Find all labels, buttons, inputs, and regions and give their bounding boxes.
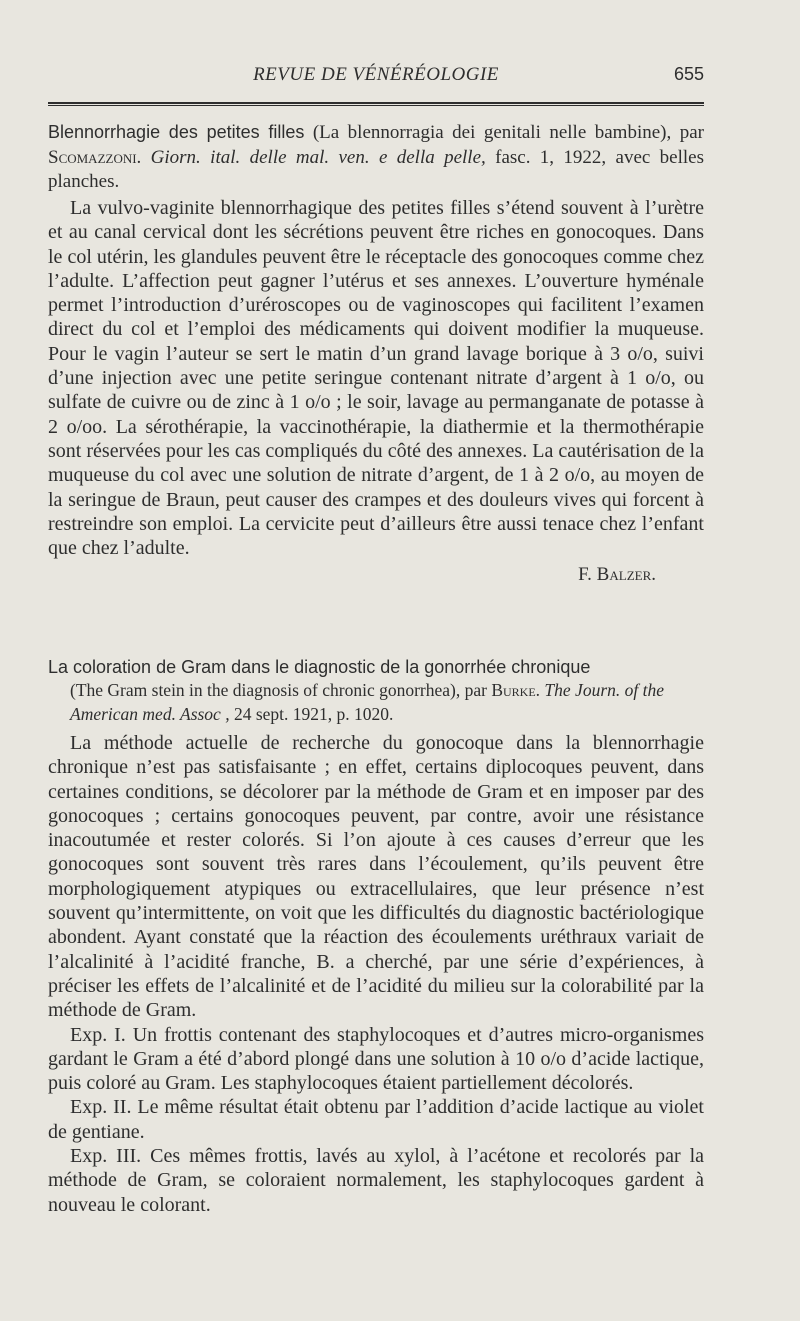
article-1-ref-close: fasc. 1, 1922, avec belles planches. bbox=[48, 146, 704, 192]
article-1-journal: Giorn. ital. delle mal. ven. e della pelle, bbox=[141, 146, 486, 168]
article-1-reference bbox=[48, 120, 704, 195]
article-2-paragraph: La méthode actuelle de recherche du gonocoque dans la blennorrhagie chronique n’est pas satisfaisante ; en effet, certains diplocoques peuvent, dans certaines conditions, se décolorer par la méthode de Gram et en imposer par des gonocoques ; certains gonocoques peuvent, par contre, avoir une résistance inacoutumée et rester colorés. Si l’on ajoute à ces causes d’erreur que les gonocoques sont souvent très rares dans l’écoulement, qu’ils peuvent être morphologiquement atypiques ou extracellulaires, que leur présence n’est souvent qu’intermittente, on voit que les difficultés du diagnostic bactériologique abondent. Ayant constaté que la réaction des écoulements uréthraux variait de l’alcalinité à l’acidité franche, B. a cherché, par une série d’expériences, à préciser les effets de l’alcalinité et de l’acidité du milieu sur la colorabilité par la méthode de Gram. bbox=[48, 732, 704, 1022]
article-2-paragraph: Exp. I. Un frottis contenant des staphylocoques et d’autres micro-organismes gardant le Gram a été d’abord plongé dans une solution à 10 o/o d’acide lactique, puis coloré au Gram. Les staphylocoques étaient partiellement décolorés. bbox=[48, 1023, 704, 1095]
article-2-journal: The Journ. of the American med. Assoc , bbox=[70, 680, 664, 724]
article-1-author: Scomazzoni. bbox=[48, 146, 142, 168]
article-2-author: Burke. bbox=[491, 680, 541, 700]
article-2-ref-open: (The Gram stein in the diagnosis of chronic gonorrhea), par bbox=[70, 680, 492, 700]
journal-title: REVUE DE VÉNÉRÉOLOGIE bbox=[253, 64, 499, 85]
page-number: 655 bbox=[673, 64, 704, 84]
article-2-paragraph: Exp. III. Ces mêmes frottis, lavés au xylol, à l’acétone et recolorés par la méthode de Gram, se coloraient normalement, les staphylocoques gardent à nouveau le colorant. bbox=[48, 1145, 704, 1216]
article-1-signature: F. Balzer. bbox=[578, 564, 656, 586]
running-head bbox=[48, 62, 704, 92]
article-2-title: La coloration de Gram dans le diagnostic de la gonorrhée chronique bbox=[48, 657, 591, 677]
article-2-paragraph: Exp. II. Le même résultat était obtenu par l’addition d’acide lactique au violet de gentiane. bbox=[48, 1096, 704, 1143]
article-2-heading bbox=[48, 655, 704, 726]
article-2-ref-close: 24 sept. 1921, p. 1020. bbox=[229, 703, 394, 724]
article-1-body bbox=[48, 196, 704, 586]
article-2-body bbox=[48, 731, 704, 1217]
article-1-paragraph: La vulvo-vaginite blennorrhagique des petites filles s’étend souvent à l’urètre et au canal cervical dont les sécrétions peuvent être riches en gonocoques. Dans le col utérin, les glandules peuvent être le réceptacle des gonocoques comme chez l’adulte. L’affection peut gagner l’utérus et ses annexes. L’ouverture hyménale permet l’introduction d’uréroscopes ou de vaginoscopes qui facilitent l’examen direct du col et l’emploi des médicaments qui doivent modifier la muqueuse. Pour le vagin l’auteur se sert le matin d’un grand lavage borique à 3 o/o, suivi d’une injection avec une petite seringue contenant nitrate d’argent à 1 o/o, ou sulfate de cuivre ou de zinc à 1 o/o ; le soir, lavage au permanganate de potasse à 2 o/oo. La sérothérapie, la vaccinothérapie, la diathermie et la thermothérapie sont réservées pour les cas compliqués du côté des annexes. La cautérisation de la muqueuse du col avec une solution de nitrate d’argent, de 1 à 2 o/o, au moyen de la seringue de Braun, peut causer des crampes et des douleurs vives qui forcent à restreindre son emploi. La cervicite peut d’ailleurs être aussi tenace chez l’enfant que chez l’adulte. bbox=[48, 197, 704, 560]
article-1-title: Blennorrhagie des petites filles bbox=[48, 122, 305, 142]
article-2-reference bbox=[48, 679, 704, 726]
article-1-heading bbox=[48, 120, 704, 195]
article-1-ref-open: (La blennorragia dei genitali nelle bambine), par bbox=[304, 122, 704, 143]
header-rule bbox=[48, 102, 704, 106]
